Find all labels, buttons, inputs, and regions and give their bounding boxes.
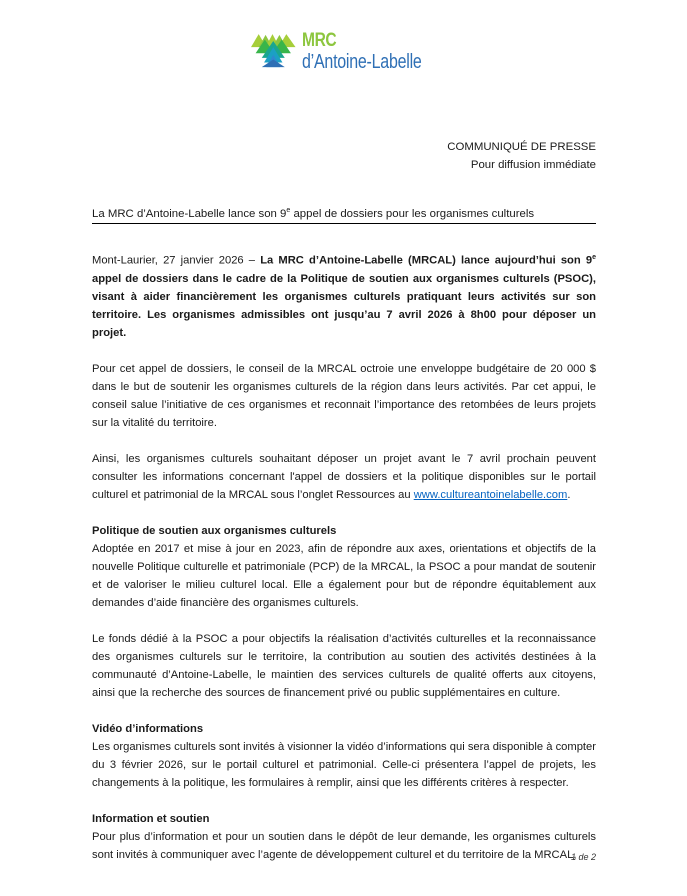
consult-paragraph — [92, 450, 596, 504]
policy-heading: Politique de soutien aux organismes culturels — [92, 524, 337, 537]
mrc-logo — [251, 26, 451, 76]
budget-paragraph: Pour cet appel de dossiers, le conseil de la MRCAL octroie une enveloppe budgétaire de 20 000 $ dans le but de soutenir les organismes culturels de la région dans leurs activités. Par cet appui, le conseil salue l’initiative de ces organismes et reconnait l’importance des retombées de leurs projets sur la vitalité du territoire. — [92, 362, 596, 429]
support-section — [92, 810, 596, 864]
policy-section — [92, 522, 596, 612]
page-number: 1 de 2 — [570, 852, 596, 862]
document-title — [92, 203, 596, 224]
policy-text: Adoptée en 2017 et mise à jour en 2023, afin de répondre aux axes, orientations et objectifs de la nouvelle Politique culturelle et patrimoniale (PCP) de la MRCAL, la PSOC a pour mandat de soutenir et de valoriser le milieu culturel local. Elle a également pour but de répondre équitablement aux demandes d’aide financière des organismes culturels. — [92, 542, 596, 609]
press-label: COMMUNIQUÉ DE PRESSE — [447, 141, 596, 153]
logo-name-text: d’Antoine-Labelle — [301, 50, 422, 73]
consult-text: Ainsi, les organismes culturels souhaitant déposer un projet avant le 7 avril prochain peuvent consulter les informations concernant l'appel de dossiers et la politique disponibles sur le portail culturel et patrimonial de la MRCAL sous l’onglet Ressources au — [92, 452, 596, 501]
document-body — [92, 249, 596, 882]
video-heading: Vidéo d’informations — [92, 722, 204, 735]
consult-after: . — [567, 488, 571, 501]
lead-bold-1: La MRC d’Antoine-Labelle (MRCAL) lance aujourd’hui son 9 — [260, 254, 593, 267]
video-text: Les organismes culturels sont invités à visionner la vidéo d’informations qui sera disponible à compter du 3 février 2026, sur le portail culturel et patrimonial. Celle-ci présentera l’appel de projets, les changements à la politique, les formulaires à remplir, ainsi que les différents critères à respecter. — [92, 740, 596, 789]
lead-bold-2: appel de dossiers dans le cadre de la Politique de soutien aux organismes culturels (PSOC), visant à aider financièrement les organismes culturels pratiquant leurs activités sur son territoire. Les organismes admissibles ont jusqu’au 7 avril 2026 à 8h00 pour déposer un projet. — [92, 272, 596, 339]
support-text: Pour plus d’information et pour un soutien dans le dépôt de leur demande, les organismes culturels sont invités à communiquer avec l’agente de développement culturel et du territoire de la MRCAL, — [92, 830, 596, 861]
website-link[interactable]: www.cultureantoinelabelle.com — [413, 488, 568, 501]
logo-mrc-text: MRC — [301, 29, 336, 51]
fund-paragraph: Le fonds dédié à la PSOC a pour objectifs la réalisation d’activités culturelles et la reconnaissance des organismes culturels sur le territoire, la contribution au soutien des activités destinées à la communauté d’Antoine-Labelle, le maintien des services culturels de qualité offerts aux citoyens, ainsi que la recherche des sources de financement privé ou public supplémentaires en culture. — [92, 632, 596, 699]
press-header — [447, 138, 596, 174]
dateline: Mont-Laurier, 27 janvier 2026 – — [92, 254, 261, 267]
support-heading: Information et soutien — [92, 812, 210, 825]
video-section — [92, 720, 596, 792]
title-before: La MRC d’Antoine-Labelle lance son 9 — [92, 207, 287, 220]
title-sup: e — [286, 207, 291, 214]
mountain-tree-logo-icon — [251, 26, 296, 76]
lead-sup: e — [592, 254, 597, 261]
title-after: appel de dossiers pour les organismes culturels — [290, 207, 535, 220]
lead-paragraph — [92, 249, 596, 342]
press-sublabel: Pour diffusion immédiate — [470, 159, 596, 171]
